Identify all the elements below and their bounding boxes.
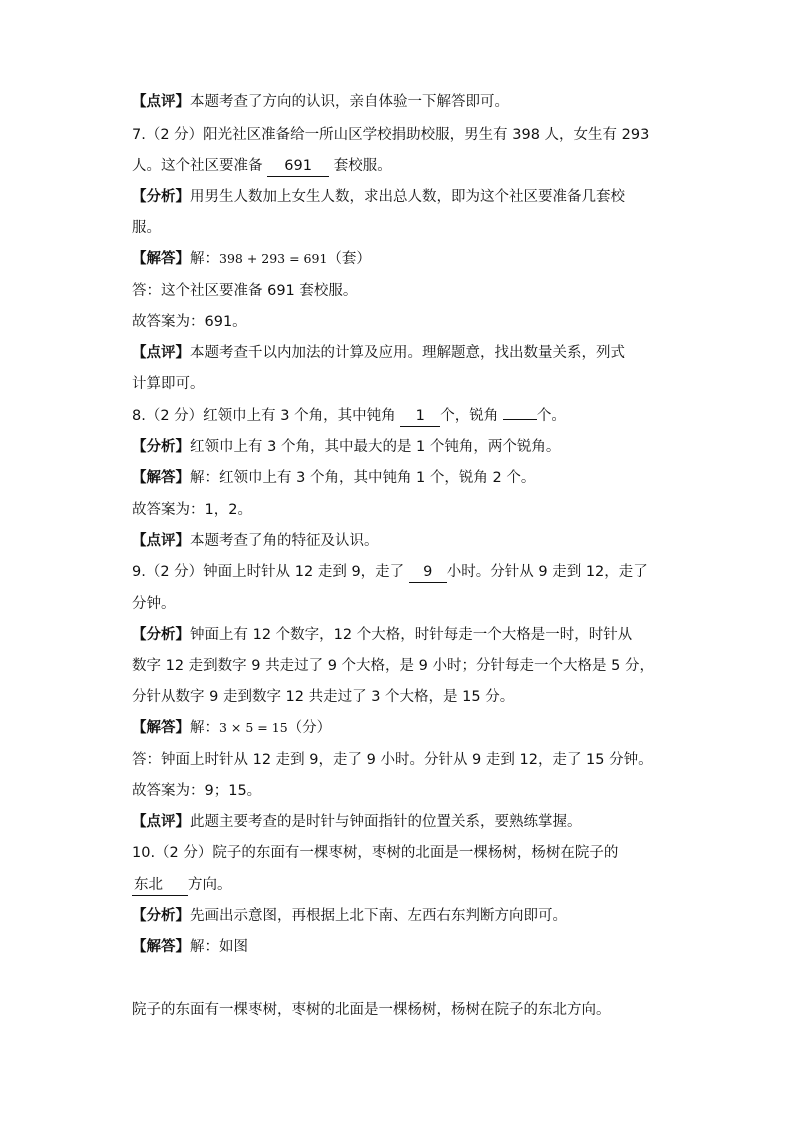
caption-text: 院子的东面有一棵枣树，枣树的北面是一棵杨树，杨树在院子的东北方向。	[132, 1002, 611, 1018]
comment-tag: 【点评】	[132, 814, 190, 830]
analysis-line-9-c	[132, 687, 514, 707]
solution-prefix: 解：	[190, 720, 219, 736]
solution-text: 解：红领巾上有 3 个角，其中钝角 1 个，锐角 2 个。	[190, 470, 536, 486]
final-answer-text: 故答案为：1，2。	[132, 502, 252, 518]
answer-line-7	[132, 281, 357, 301]
analysis-text: 钟面上有 12 个数字，12 个大格，时针每走一个大格是一时，时针从	[190, 627, 633, 643]
comment-text: 本题考查千以内加法的计算及应用。理解题意，找出数量关系，列式	[190, 345, 625, 361]
solution-tag: 【解答】	[132, 720, 190, 736]
comment-tag: 【点评】	[132, 533, 190, 549]
solution-formula: 3 × 5 = 15	[219, 720, 288, 735]
answer-text: 答：这个社区要准备 691 套校服。	[132, 283, 358, 299]
question-8-middle: 个，锐角	[440, 408, 503, 424]
answer-blank-10: 东北	[132, 875, 188, 896]
comment-line-7	[132, 343, 625, 363]
solution-unit: （分）	[287, 720, 332, 736]
comment-text: 此题主要考查的是时针与钟面指针的位置关系，要熟练掌握。	[190, 814, 582, 830]
comment-text: 本题考查了方向的认识，亲自体验一下解答即可。	[190, 94, 509, 110]
final-answer-8	[132, 500, 252, 520]
analysis-line-9-b	[132, 656, 654, 676]
analysis-tag: 【分析】	[132, 189, 190, 205]
solution-tag: 【解答】	[132, 939, 190, 955]
comment-line	[132, 92, 509, 112]
final-answer-text: 故答案为：9；15。	[132, 783, 262, 799]
question-9-prefix: 9.（2 分）钟面上时针从 12 走到 9，走了	[132, 564, 409, 580]
comment-line-9	[132, 812, 582, 832]
question-8-suffix: 个。	[536, 408, 566, 424]
solution-tag: 【解答】	[132, 470, 190, 486]
question-9	[132, 562, 648, 583]
final-answer-9	[132, 781, 261, 801]
question-9-suffix: 小时。分针从 9 走到 12，走了	[446, 564, 648, 580]
analysis-text-continued: 服。	[132, 220, 161, 236]
figure-caption	[132, 1000, 611, 1020]
solution-unit: （套）	[327, 251, 371, 267]
analysis-tag: 【分析】	[132, 439, 190, 455]
final-answer-7	[132, 312, 247, 332]
question-7-continued	[132, 156, 392, 177]
solution-line-10	[132, 937, 248, 957]
comment-line-8	[132, 531, 379, 551]
analysis-text: 用男生人数加上女生人数，求出总人数，即为这个社区要准备几套校	[190, 189, 625, 205]
question-7	[132, 125, 649, 145]
answer-line-9	[132, 750, 653, 770]
analysis-tag: 【分析】	[132, 908, 190, 924]
question-10-continued	[132, 875, 232, 896]
analysis-line-7	[132, 187, 625, 207]
comment-text-continued: 计算即可。	[132, 376, 205, 392]
solution-line-9	[132, 718, 331, 738]
analysis-text-continued: 分针从数字 9 走到数字 12 共走过了 3 个大格，是 15 分。	[132, 689, 515, 705]
solution-text: 解：如图	[190, 939, 248, 955]
solution-line-8	[132, 468, 535, 488]
analysis-text-continued: 数字 12 走到数字 9 共走过了 9 个大格，是 9 小时；分针每走一个大格是 5 分，	[132, 658, 654, 674]
question-9-continued	[132, 594, 176, 614]
solution-formula: 398 + 293 = 691	[219, 251, 328, 266]
answer-blank-7: 691	[267, 156, 329, 177]
analysis-line-9	[132, 625, 632, 645]
comment-text: 本题考查了角的特征及认识。	[190, 533, 379, 549]
question-7-prefix: 人。这个社区要准备	[132, 158, 268, 174]
question-10	[132, 843, 618, 863]
question-7-suffix: 套校服。	[329, 158, 392, 174]
solution-tag: 【解答】	[132, 251, 190, 267]
analysis-line-7-continued	[132, 218, 161, 238]
comment-tag: 【点评】	[132, 345, 190, 361]
analysis-text: 红领巾上有 3 个角，其中最大的是 1 个钝角，两个锐角。	[190, 439, 561, 455]
question-8	[132, 406, 566, 427]
question-7-text: 7.（2 分）阳光社区准备给一所山区学校捐助校服，男生有 398 人，女生有 293	[132, 127, 650, 143]
answer-text: 答：钟面上时针从 12 走到 9，走了 9 小时。分针从 9 走到 12，走了 15 分钟。	[132, 752, 653, 768]
analysis-tag: 【分析】	[132, 627, 190, 643]
answer-blank-8a: 1	[400, 406, 440, 427]
solution-prefix: 解：	[190, 251, 219, 267]
question-8-prefix: 8.（2 分）红领巾上有 3 个角，其中钝角	[132, 408, 401, 424]
analysis-line-10	[132, 906, 567, 926]
question-10-text: 10.（2 分）院子的东面有一棵枣树，枣树的北面是一棵杨树，杨树在院子的	[132, 845, 619, 861]
comment-tag: 【点评】	[132, 94, 190, 110]
comment-line-7-continued	[132, 374, 205, 394]
question-9-text-continued: 分钟。	[132, 596, 176, 612]
answer-blank-9: 9	[409, 562, 447, 583]
answer-blank-8b	[503, 419, 537, 420]
solution-line-7	[132, 249, 371, 269]
final-answer-text: 故答案为：691。	[132, 314, 247, 330]
analysis-line-8	[132, 437, 560, 457]
analysis-text: 先画出示意图，再根据上北下南、左西右东判断方向即可。	[190, 908, 567, 924]
question-10-suffix: 方向。	[188, 877, 232, 893]
